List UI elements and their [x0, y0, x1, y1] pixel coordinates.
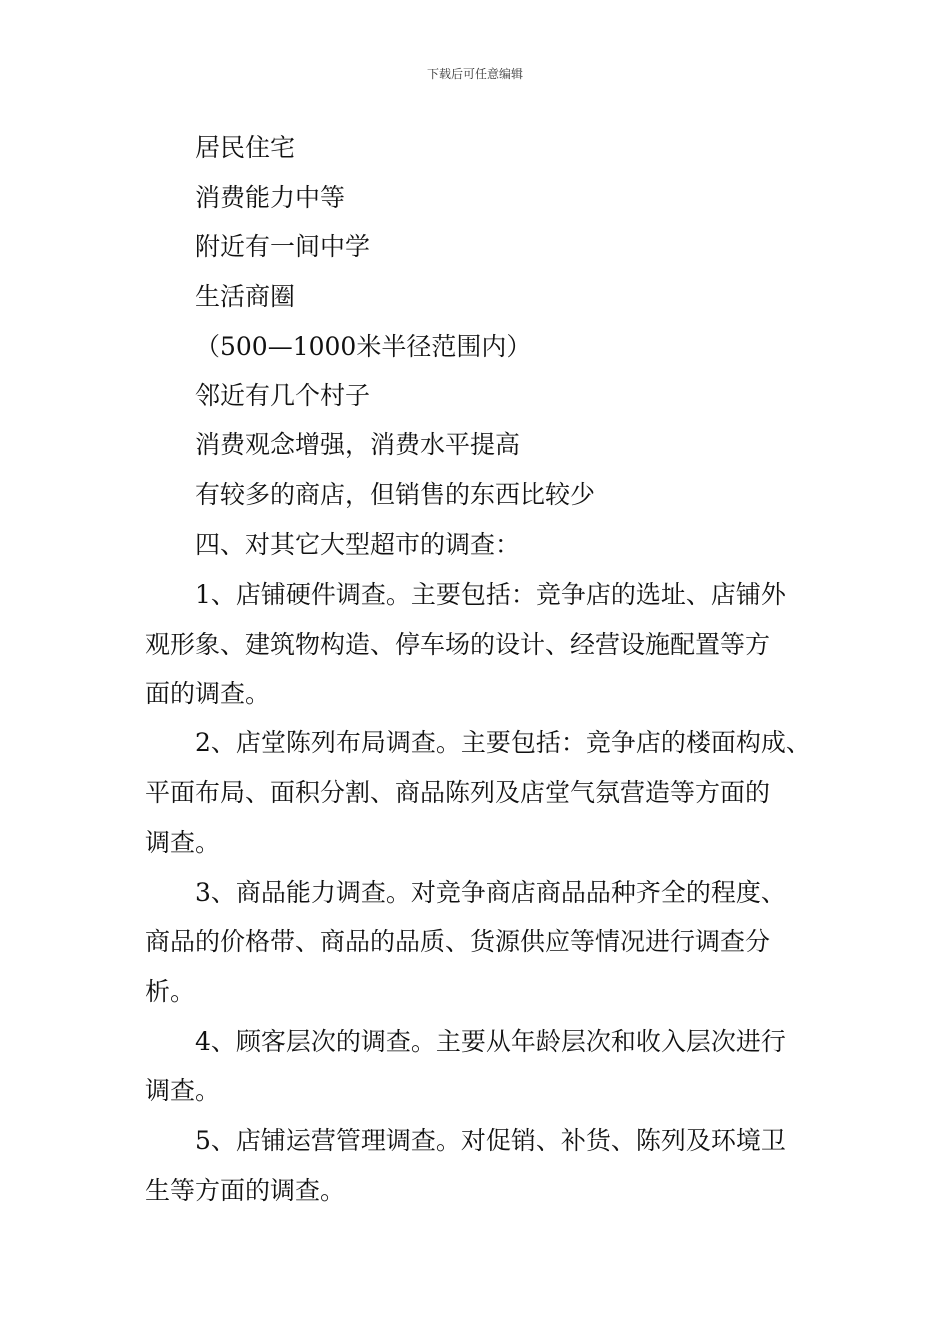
text-line: 居民住宅: [195, 133, 296, 162]
text-line: 调查。: [145, 828, 221, 857]
text-line: 邻近有几个村子: [195, 381, 371, 410]
section-heading: 四、对其它大型超市的调查：: [195, 530, 521, 559]
text-line: 消费观念增强，消费水平提高: [195, 430, 521, 459]
text-line: 调查。: [145, 1076, 221, 1105]
text-line: 生等方面的调查。: [145, 1176, 346, 1205]
text-line: 4、顾客层次的调查。主要从年龄层次和收入层次进行: [195, 1027, 786, 1056]
text-line: （500—1000米半径范围内）: [195, 332, 532, 361]
text-line: 平面布局、面积分割、商品陈列及店堂气氛营造等方面的: [145, 778, 771, 807]
text-line: 生活商圈: [195, 282, 296, 311]
text-line: 5、店铺运营管理调查。对促销、补货、陈列及环境卫: [195, 1126, 786, 1155]
text-line: 面的调查。: [145, 679, 271, 708]
text-line: 附近有一间中学: [195, 232, 371, 261]
text-line: 消费能力中等: [195, 183, 346, 212]
page-header: 下载后可任意编辑: [426, 67, 523, 81]
text-line: 析。: [145, 977, 196, 1006]
text-line: 2、店堂陈列布局调查。主要包括：竞争店的楼面构成、: [195, 728, 811, 757]
text-line: 商品的价格带、商品的品质、货源供应等情况进行调查分: [145, 927, 771, 956]
text-line: 1、店铺硬件调查。主要包括：竞争店的选址、店铺外: [195, 580, 786, 609]
text-line: 3、商品能力调查。对竞争商店商品品种齐全的程度、: [195, 878, 786, 907]
text-line: 观形象、建筑物构造、停车场的设计、经营设施配置等方: [145, 630, 771, 659]
text-line: 有较多的商店，但销售的东西比较少: [195, 480, 596, 509]
